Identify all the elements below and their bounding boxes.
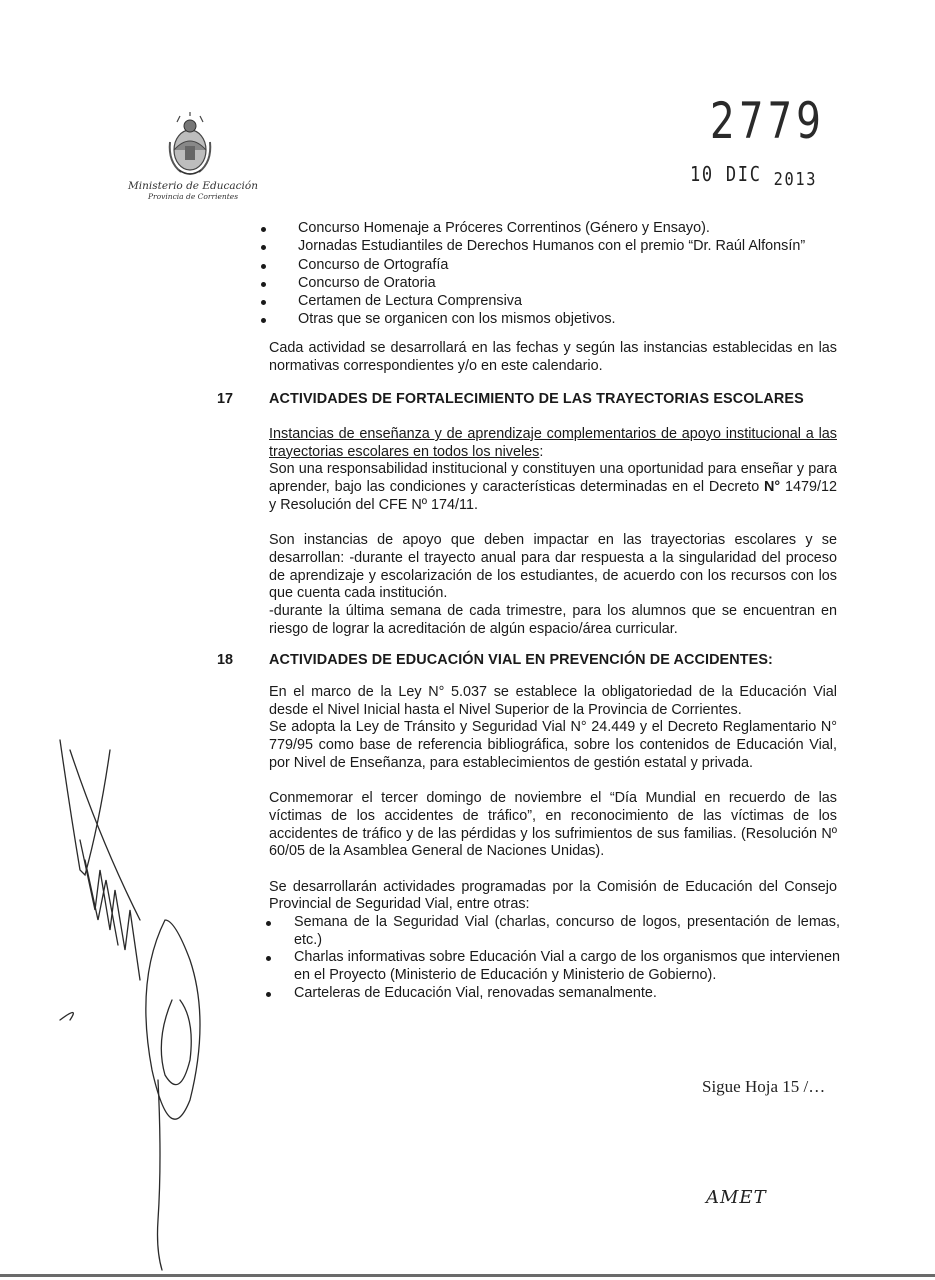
section-18-paragraph-2: Se adopta la Ley de Tránsito y Seguridad Vial N° 24.449 y el Decreto Reglamentario N° 779/95 como base de referencia bibliográfica, sobre los contenidos de Educación Vial, por Nivel de Enseñanza, para establecimientos de gestión estatal y privada. — [269, 719, 837, 771]
list-item: Concurso de Ortografía — [257, 257, 857, 275]
section-17-paragraph-2: Son instancias de apoyo que deben impactar en las trayectorias escolares y se desarrollan: -durante el trayecto anual para dar respuesta a la singularidad del proceso de aprendizaje y escolarización de los estudiantes, de acuerdo con los recursos con los que cuenta cada institución. — [269, 532, 837, 602]
list-item: Otras que se organicen con los mismos objetivos. — [257, 311, 857, 329]
signature-scribble — [40, 720, 240, 1280]
section-17-p1-bold: N° — [764, 479, 781, 496]
date-day: 10 — [690, 162, 714, 186]
date-month: DIC — [725, 162, 762, 186]
resolution-date — [690, 162, 818, 190]
ministry-name: Ministerio de Educación — [128, 180, 258, 192]
activities-list — [257, 220, 857, 330]
continues-on-page: Sigue Hoja 15 /… — [702, 1077, 826, 1096]
section-18-paragraph-4: Se desarrollarán actividades programadas por la Comisión de Educación del Consejo Provincial de Seguridad Vial, entre otras: — [269, 878, 837, 913]
province-name: Provincia de Corrientes — [147, 192, 239, 201]
list-item: Certamen de Lectura Comprensiva — [257, 293, 857, 311]
section-18-title: ACTIVIDADES DE EDUCACIÓN VIAL EN PREVENCIÓN DE ACCIDENTES: — [269, 652, 773, 668]
section-17-subtitle-text: Instancias de enseñanza y de aprendizaje complementarios de apoyo institucional a las trayectorias escolares en todos los niveles — [269, 426, 837, 460]
bottom-rule — [0, 1274, 935, 1277]
calendar-paragraph: Cada actividad se desarrollará en las fechas y según las instancias establecidas en las normativas correspondientes y/o en este calendario. — [269, 340, 837, 374]
resolution-number: 2779 — [710, 92, 825, 150]
section-17-p1-text: Son una responsabilidad institucional y constituyen una oportunidad para enseñar y para aprender, bajo las condiciones y características determinadas en el Decreto — [269, 461, 837, 496]
date-year: 2013 — [773, 169, 818, 190]
list-item: Charlas informativas sobre Educación Vial a cargo de los organismos que intervienen en el Proyecto (Ministerio de Educación y Ministerio de Gobierno). — [260, 949, 840, 984]
section-17-subtitle-colon: : — [539, 443, 544, 460]
section-17-paragraph-3: -durante la última semana de cada trimestre, para los alumnos que se encuentran en riesgo de lograr la acreditación de algún espacio/área curricular. — [269, 603, 837, 637]
coat-of-arms-icon — [165, 112, 215, 180]
section-18-paragraph-3: Conmemorar el tercer domingo de noviembre el “Día Mundial en recuerdo de las víctimas de los accidentes de tráfico”, en reconocimiento de las víctimas de los accidentes de tráfico y de las pérdidas y los sufrimientos de sus familias. (Resolución Nº 60/05 de la Asamblea General de Naciones Unidas). — [269, 790, 837, 860]
list-item: Concurso de Oratoria — [257, 275, 857, 293]
initials-mark: AMET — [706, 1187, 767, 1208]
list-item: Concurso Homenaje a Próceres Correntinos (Género y Ensayo). — [257, 220, 857, 238]
ministry-caption — [118, 180, 268, 201]
section-17-title: ACTIVIDADES DE FORTALECIMIENTO DE LAS TRAYECTORIAS ESCOLARES — [269, 391, 804, 407]
section-17-p1-tail: 1479/12 y Resolución del CFE Nº 174/11. — [269, 479, 837, 513]
section-17-paragraph-1 — [269, 461, 837, 514]
section-18-list — [260, 914, 840, 1003]
section-17-body — [269, 426, 837, 638]
section-18-paragraph-1: En el marco de la Ley N° 5.037 se establece la obligatoriedad de la Educación Vial desde el Nivel Inicial hasta el Nivel Superior de la Provincia de Corrientes. — [269, 684, 837, 718]
section-18-body — [269, 684, 837, 914]
section-18-number: 18 — [217, 652, 234, 668]
list-item: Carteleras de Educación Vial, renovadas semanalmente. — [260, 985, 840, 1003]
section-17-number: 17 — [217, 391, 234, 407]
list-item: Jornadas Estudiantiles de Derechos Humanos con el premio “Dr. Raúl Alfonsín” — [257, 238, 857, 256]
section-17-subtitle — [269, 426, 837, 461]
list-item: Semana de la Seguridad Vial (charlas, concurso de logos, presentación de lemas, etc.) — [260, 914, 840, 949]
